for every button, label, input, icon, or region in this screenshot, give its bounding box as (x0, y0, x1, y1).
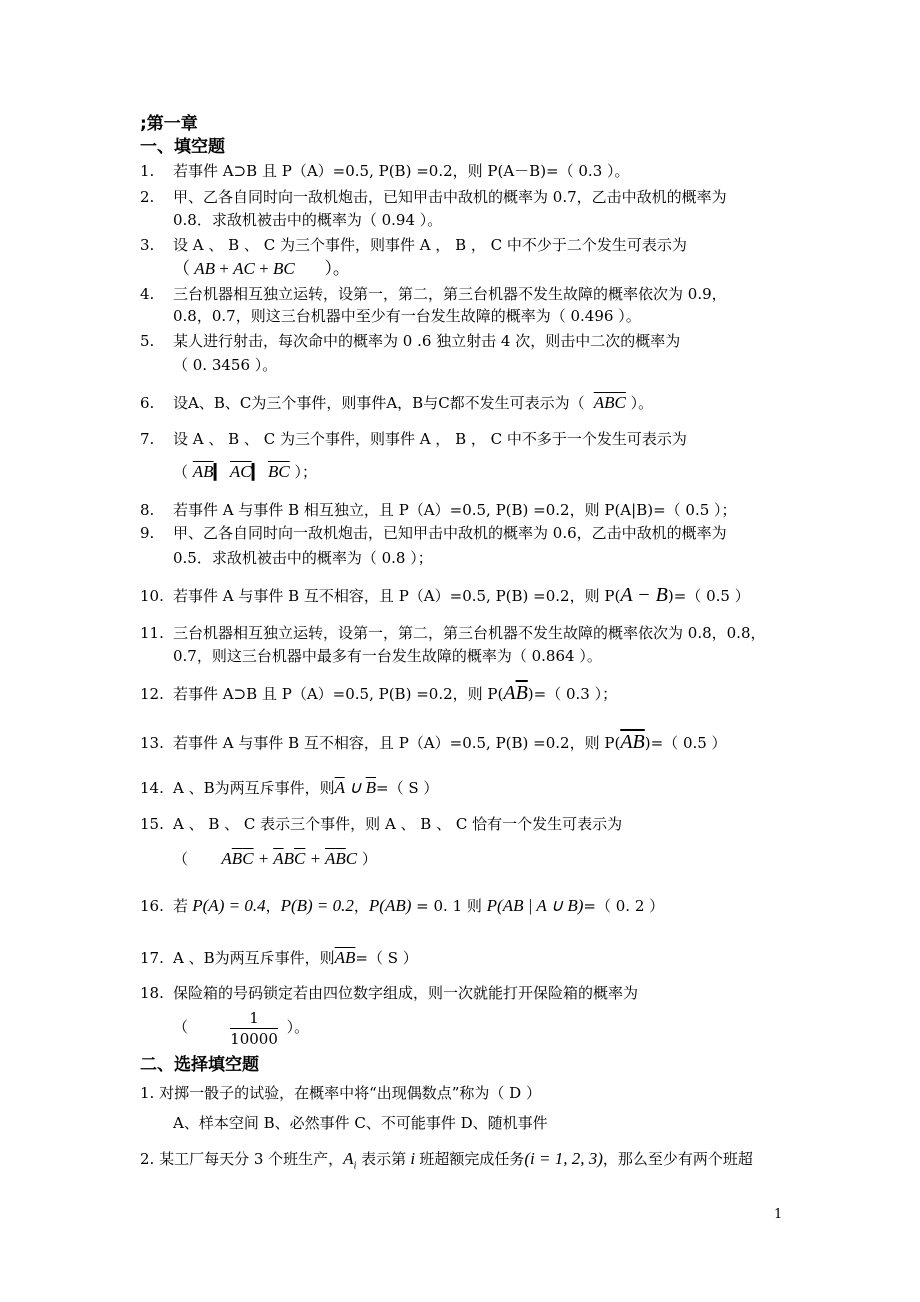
question-6: 6. 设A、B、C为三个事件，则事件A，B与C都不发生可表示为（ $\overline{A}\overline{B}\overline{C}$ ）。 (140, 393, 654, 412)
section-choice-heading: 二、选择填空题 (140, 1055, 259, 1075)
section-fill-in-heading: 一、填空题 (140, 137, 225, 157)
mc-question-1-options: A、样本空间 B、必然事件 C、不可能事件 D、随机事件 (173, 1114, 548, 1132)
math-abc-bar: $\overline{A}\overline{B}\overline{C}$ (593, 393, 626, 412)
page-number: 1 (774, 1207, 783, 1222)
question-13: 13. 若事件 A 与事件 B 互不相容，且 P（A）=0.5, P(B) =0.2，则 $P(\overline{AB})=$（ 0.5 ） (140, 731, 727, 753)
question-17: 17. A 、B为两互斥事件，则$\overline{AB}=$（ S ） (140, 948, 418, 967)
question-8: 8. 若事件 A 与事件 B 相互独立，且 P（A）=0.5, P(B) =0.2，则 P(A|B)=（ 0.5 ）； (140, 501, 737, 519)
question-16: 16. 若 P(A) = 0.4，P(B) = 0.2，P(AB) = 0. 1 则 P(AB | A ∪ B)=（ 0. 2 ） (140, 896, 665, 915)
question-4-cont: 0.8，0.7，则这三台机器中至少有一台发生故障的概率为（ 0.496 ）。 (173, 307, 641, 325)
mc-question-1: 1. 对掷一骰子的试验，在概率中将“出现偶数点”称为（ D ） (140, 1084, 541, 1102)
question-2: 2. 甲、乙各自同时向一敌机炮击，已知甲击中敌机的概率为 0.7，乙击中敌机的概率为 (140, 188, 727, 206)
question-7: 7. 设 A 、 B 、 C 为三个事件，则事件 A ， B ， C 中不多于一个发生可表示为 (140, 430, 687, 448)
mc-question-2: 2. 某工厂每天分 3 个班生产，$A_i$ 表示第 i 班超额完成任务(i = 1, 2, 3)，那么至少有两个班超 (140, 1149, 753, 1172)
question-12: 12. 若事件 A⊃B 且 P（A）=0.5, P(B) =0.2，则 $P(A\overline{B})=$（ 0.3 ）； (140, 682, 618, 704)
question-15-cont: （ $A\overline{B}\overline{C} + \overline{A}B\overline{C} + \overline{A}\overline{B}C$ ） (173, 849, 377, 868)
question-1: 1. 若事件 A⊃B 且 P（A）=0.5, P(B) =0.2，则 P(A－B)=（ 0.3 ）。 (140, 162, 630, 180)
question-11: 11. 三台机器相互独立运转，设第一，第二，第三台机器不发生故障的概率依次为 0.8，0.8， (140, 624, 766, 642)
question-15: 15. A 、 B 、 C 表示三个事件，则 A 、 B 、 C 恰有一个发生可表示为 (140, 815, 623, 833)
question-18-cont: （ $\frac{1}{10000}$ ）。 (173, 1008, 310, 1048)
question-10: 10. 若事件 A 与事件 B 互不相容，且 P（A）=0.5, P(B) =0.2，则 P(A − B)=（ 0.5 ） (140, 584, 750, 606)
question-5-cont: （ 0. 3456 ）。 (173, 356, 278, 374)
question-3: 3. 设 A 、 B 、 C 为三个事件，则事件 A ， B ， C 中不少于二个发生可表示为 (140, 236, 687, 254)
question-11-cont: 0.7，则这三台机器中最多有一台发生故障的概率为（ 0.864 ）。 (173, 647, 602, 665)
question-2-cont: 0.8．求敌机被击中的概率为（ 0.94 ）。 (173, 211, 443, 229)
question-3-cont: （ AB + AC + BC ）。 (173, 259, 350, 278)
question-4: 4. 三台机器相互独立运转，设第一，第二，第三台机器不发生故障的概率依次为 0.9， (140, 285, 727, 303)
question-7-cont: （ $\overline{AB}▎$ $\overline{AC}▎$ $\overline{BC}$ ）； (173, 462, 317, 481)
question-5: 5. 某人进行射击，每次命中的概率为 0 .6 独立射击 4 次，则击中二次的概率为 (140, 332, 681, 350)
question-14: 14. A 、B为两互斥事件，则$\overline{A}$ ∪ $\overline{B}=$（ S ） (140, 778, 439, 797)
fraction: $\frac{1}{10000}$ (230, 1008, 278, 1048)
question-18: 18. 保险箱的号码锁定若由四位数字组成，则一次就能打开保险箱的概率为 (140, 984, 639, 1002)
question-9-cont: 0.5．求敌机被击中的概率为（ 0.8 ）； (173, 549, 433, 567)
chapter-heading: ;第一章 (140, 114, 198, 134)
question-9: 9. 甲、乙各自同时向一敌机炮击，已知甲击中敌机的概率为 0.6，乙击中敌机的概率为 (140, 524, 727, 542)
